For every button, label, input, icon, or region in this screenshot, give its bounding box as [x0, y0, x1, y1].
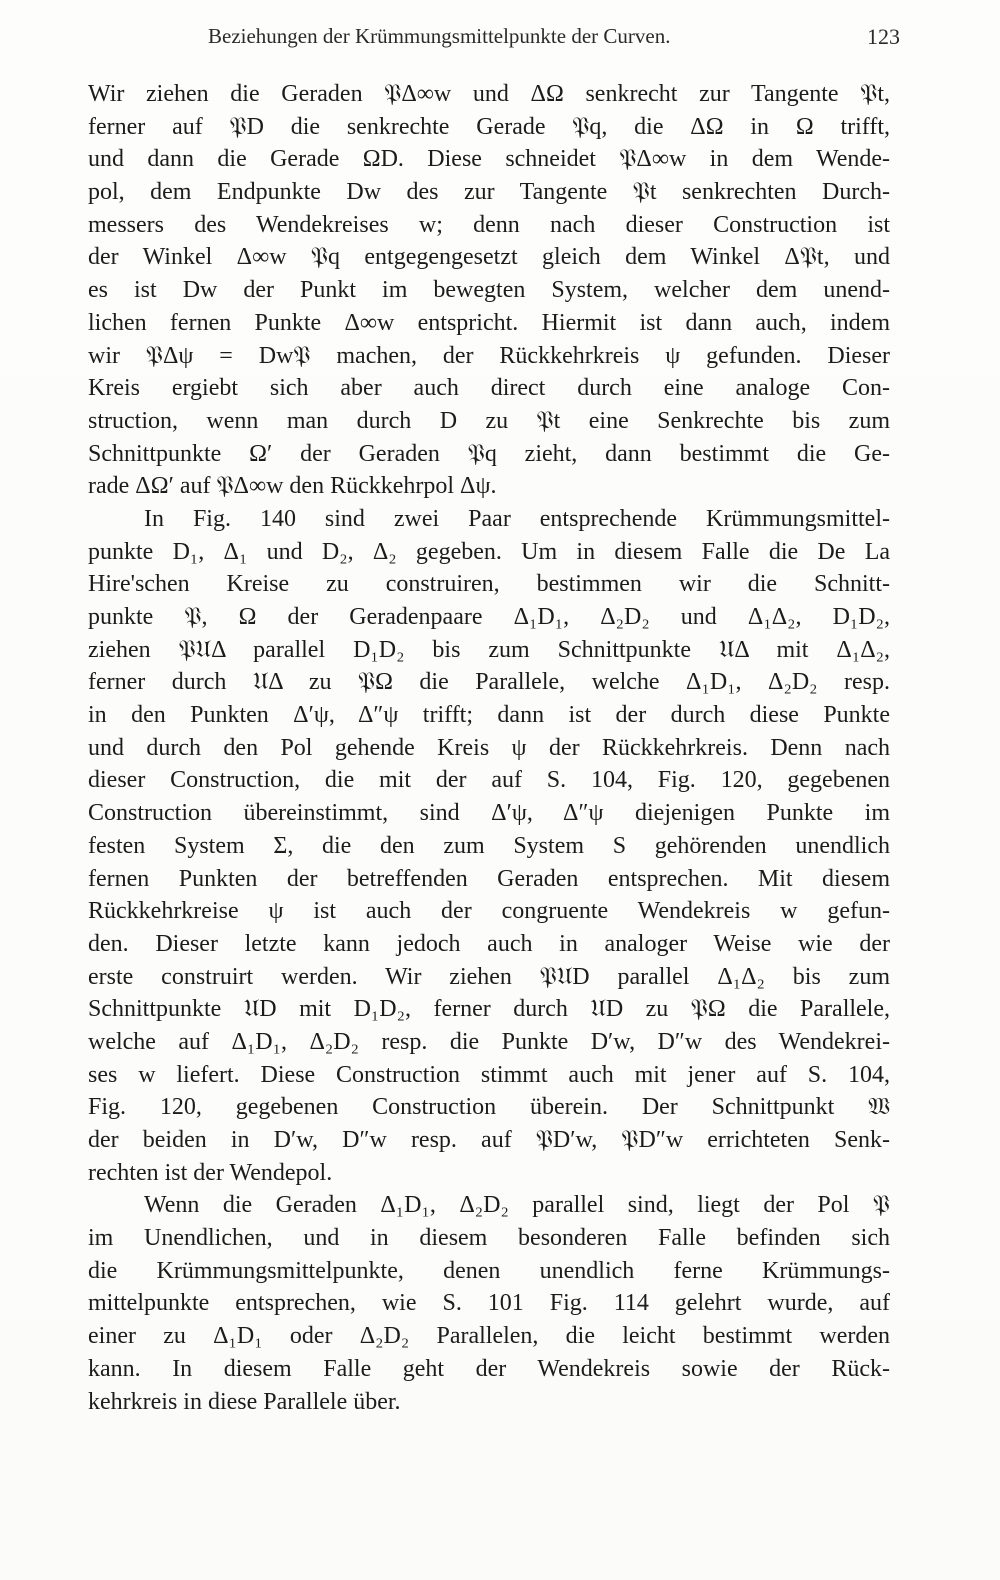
text-line: ferner auf 𝔓D die senkrechte Gerade 𝔓q, die ΔΩ in Ω trifft, [88, 113, 890, 140]
text-line: rade ΔΩ′ auf 𝔓Δ∞w den Rückkehrpol Δψ. [88, 473, 497, 500]
text-line: in den Punkten Δ′ψ, Δ″ψ trifft; dann ist der durch diese Punkte [88, 702, 890, 729]
text-line: punkte 𝔓, Ω der Geradenpaare Δ₁D₁, Δ₂D₂ und Δ₁Δ₂, D₁D₂, [88, 604, 890, 630]
text-line: es ist Dw der Punkt im bewegten System, welcher dem unend- [88, 277, 890, 304]
paragraph [88, 78, 890, 503]
text-line: Wenn die Geraden Δ₁D₁, Δ₂D₂ parallel sind, liegt der Pol 𝔓 [144, 1192, 890, 1219]
text-line: fernen Punkten der betreffenden Geraden entsprechen. Mit diesem [88, 865, 890, 892]
text-line: mittelpunkte entsprechen, wie S. 101 Fig. 114 gelehrt wurde, auf [88, 1290, 890, 1317]
text-line: einer zu Δ₁D₁ oder Δ₂D₂ Parallelen, die leicht bestimmt werden [88, 1323, 890, 1350]
text-line: dieser Construction, die mit der auf S. 104, Fig. 120, gegebenen [88, 767, 890, 794]
text-line: lichen fernen Punkte Δ∞w entspricht. Hiermit ist dann auch, indem [88, 309, 890, 336]
text-line: Wir ziehen die Geraden 𝔓Δ∞w und ΔΩ senkrecht zur Tangente 𝔓t, [88, 81, 890, 107]
text-line: erste construirt werden. Wir ziehen 𝔓𝔘D parallel Δ₁Δ₂ bis zum [88, 963, 890, 990]
running-title: Beziehungen der Krümmungsmittelpunkte der Curven. [208, 24, 671, 48]
text-line: welche auf Δ₁D₁, Δ₂D₂ resp. die Punkte D′w, D″w des Wendekrei- [88, 1028, 890, 1055]
text-line: kehrkreis in diese Parallele über. [88, 1388, 401, 1415]
text-line: im Unendlichen, und in diesem besonderen Falle befinden sich [88, 1225, 890, 1252]
text-line: messers des Wendekreises w; denn nach dieser Construction ist [88, 211, 890, 238]
paragraph [88, 503, 890, 1189]
text-line: Construction übereinstimmt, sind Δ′ψ, Δ″ψ diejenigen Punkte im [88, 800, 890, 827]
text-line: In Fig. 140 sind zwei Paar entsprechende Krümmungsmittel- [144, 505, 890, 532]
text-line: Fig. 120, gegebenen Construction überein. Der Schnittpunkt 𝔚 [88, 1094, 890, 1121]
text-line: festen System Σ, die den zum System S gehörenden unendlich [88, 832, 890, 859]
text-line: die Krümmungsmittelpunkte, denen unendlich ferne Krümmungs- [88, 1257, 890, 1284]
text-line: der beiden in D′w, D″w resp. auf 𝔓D′w, 𝔓D″w errichteten Senk- [88, 1127, 890, 1153]
text-line: und durch den Pol gehende Kreis ψ der Rückkehrkreis. Denn nach [88, 734, 890, 761]
text-line: den. Dieser letzte kann jedoch auch in analoger Weise wie der [88, 930, 890, 957]
text-line: ziehen 𝔓𝔘Δ parallel D₁D₂ bis zum Schnittpunkte 𝔘Δ mit Δ₁Δ₂, [88, 636, 890, 663]
text-line: punkte D₁, Δ₁ und D₂, Δ₂ gegeben. Um in diesem Falle die De La [88, 538, 890, 565]
text-line: Schnittpunkte Ω′ der Geraden 𝔓q zieht, dann bestimmt die Ge- [88, 440, 890, 467]
text-line: Hire'schen Kreise zu construiren, bestimmen wir die Schnitt- [88, 571, 890, 598]
text-line: und dann die Gerade ΩD. Diese schneidet 𝔓Δ∞w in dem Wende- [88, 146, 890, 173]
text-line: der Winkel Δ∞w 𝔓q entgegengesetzt gleich dem Winkel Δ𝔓t, und [88, 244, 890, 271]
text-line: rechten ist der Wendepol. [88, 1159, 333, 1186]
text-line: Schnittpunkte 𝔘D mit D₁D₂, ferner durch 𝔘D zu 𝔓Ω die Parallele, [88, 996, 890, 1023]
text-line: kann. In diesem Falle geht der Wendekreis sowie der Rück- [88, 1355, 890, 1382]
text-line: wir 𝔓Δψ = Dw𝔓 machen, der Rückkehrkreis ψ gefunden. Dieser [88, 342, 890, 369]
text-line: ferner durch 𝔘Δ zu 𝔓Ω die Parallele, welche Δ₁D₁, Δ₂D₂ resp. [88, 669, 890, 696]
body-text [88, 78, 890, 1418]
text-line: pol, dem Endpunkte Dw des zur Tangente 𝔓t senkrechten Durch- [88, 179, 890, 206]
page-number: 123 [867, 24, 900, 49]
text-line: struction, wenn man durch D zu 𝔓t eine Senkrechte bis zum [88, 407, 890, 434]
text-line: Kreis ergiebt sich aber auch direct durch eine analoge Con- [88, 375, 890, 402]
text-line: ses w liefert. Diese Construction stimmt auch mit jener auf S. 104, [88, 1061, 890, 1088]
paragraph [88, 1189, 890, 1418]
running-head [88, 24, 900, 58]
text-line: Rückkehrkreise ψ ist auch der congruente Wendekreis w gefun- [88, 898, 890, 925]
